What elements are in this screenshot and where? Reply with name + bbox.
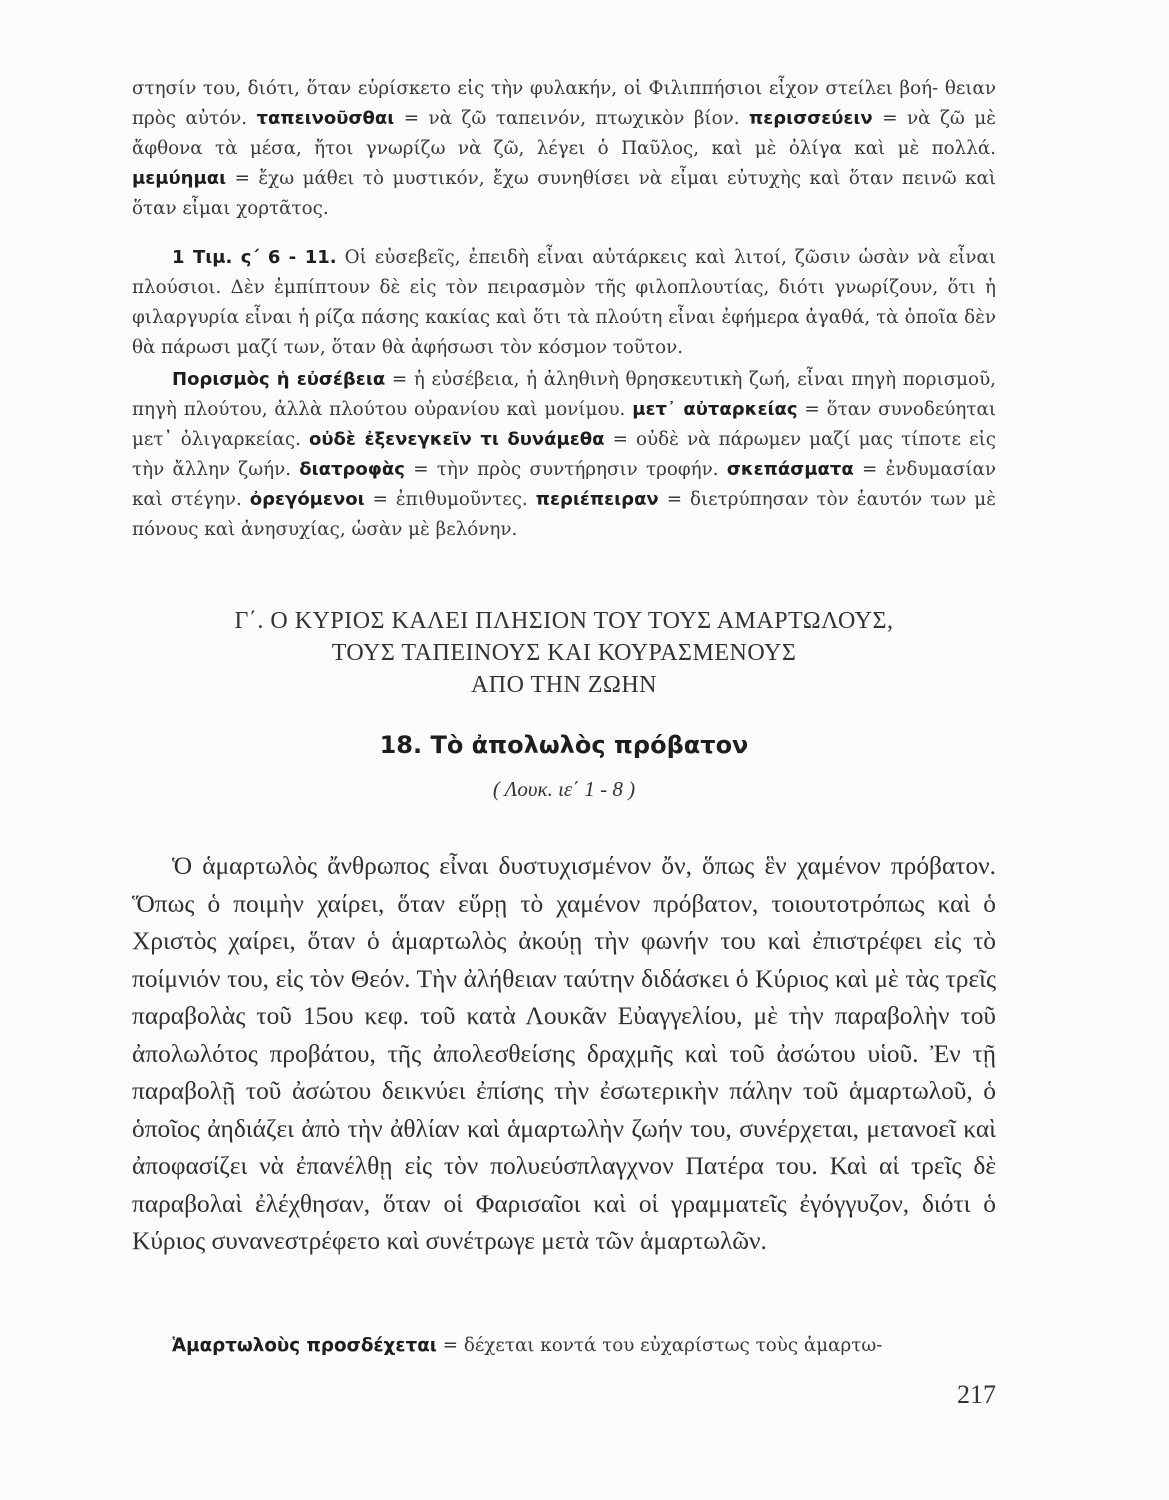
glossary-term: διατροφὰς [299,459,405,480]
glossary-definition: = ἐνδυμασίαν καὶ στέγην. [132,459,997,510]
definition: = νὰ ζῶ ταπεινόν, πτωχικὸν βίον. [403,108,740,129]
term-memyemai: μεμύημαι [132,168,227,189]
glossary-term: Πορισμὸς ἡ εὐσέβεια [172,369,386,390]
timothy-paragraph [132,243,996,363]
glossary-definition: = τὴν πρὸς συντήρησιν τροφήν. [413,459,719,480]
glossary-definition: = ἐπιθυμοῦντες. [372,489,528,510]
paragraph-text: Ὁ ἁμαρτωλὸς ἄνθρωπος εἶναι δυστυχισμένον ὄν, ὅπως ἓν χαμένον πρόβατον. Ὅπως ὁ ποιμὴν χαίρει, ὅταν εὕρῃ τὸ χαμένον πρόβατον, τοιουτοτρόπως καὶ ὁ Χριστὸς χαίρει, ὅταν ὁ ἁμαρτωλὸς ἀκούῃ τὴν φωνήν του καὶ ἐπιστρέφει εἰς τὸ ποίμνιόν του, εἰς τὸν Θεόν. Τὴν ἀλήθειαν ταύτην διδάσκει ὁ Κύριος καὶ μὲ τὰς τρεῖς παραβολὰς τοῦ 15ου κεφ. τοῦ κατὰ Λουκᾶν Εὐαγγελίου, μὲ τὴν παραβολὴν τοῦ ἀπολωλότος προβάτου, τῆς ἀπολεσθείσης δραχμῆς καὶ τοῦ ἀσώτου υἱοῦ. Ἐν τῇ παραβολῇ τοῦ ἀσώτου δεικνύει ἐπίσης τὴν ἐσωτερικὴν πάλην τοῦ ἁμαρτωλοῦ, ὁ ὁποῖος ἀηδιάζει ἀπὸ τὴν ἀθλίαν καὶ ἁμαρτωλὴν ζωήν του, συνέρχεται, μετανοεῖ καὶ ἀποφασίζει νὰ ἐπανέλθῃ εἰς τὸν πολυεύσπλαγχνον Πατέρα του. Καὶ αἱ τρεῖς δὲ παραβολαὶ ἐλέχθησαν, ὅταν οἱ Φαρισαῖοι καὶ οἱ γραμματεῖς ἐγόγγυζον, διότι ὁ Κύριος συνανεστρέφετο καὶ συνέτρωγε μετὰ τῶν ἁμαρτωλῶν. [132,852,996,1255]
glossary-definition: = οὐδὲ νὰ πάρωμεν μαζί μας τίποτε εἰς τὴν ἄλλην ζωήν. [132,429,996,480]
definition: = ἔχω μάθει τὸ μυστικόν, ἔχω συνηθίσει νὰ εἶμαι εὐτυχὴς καὶ ὅταν πεινῶ καὶ ὅταν εἶμαι χορτᾶτος. [132,168,996,219]
paragraph-text: Οἱ εὐσεβεῖς, ἐπειδὴ εἶναι αὐτάρκεις καὶ λιτοί, ζῶσιν ὡσὰν νὰ εἶναι πλούσιοι. Δὲν ἐμπίπτουν δὲ εἰς τὸν πειρασμὸν τῆς φιλοπλουτίας, διότι γνωρίζουν, ὅτι ἡ φιλαργυρία εἶναι ἡ ρίζα πάσης κακίας καὶ ὅτι τὰ πλούτη εἶναι ἐφήμερα ἀγαθά, τὰ ὁποῖα δὲν θὰ πάρωσι μαζί των, ὅταν θὰ ἀφήσωσι τὸν κόσμον τοῦτον. [132,247,997,358]
glossary-definition: = δέχεται κοντά του εὐχαρίστως τοὺς ἁμαρτω- [442,1335,883,1356]
scripture-reference: 1 Τιμ. ς΄ 6 - 11. [172,247,337,268]
term-perisseuein: περισσεύειν [749,108,873,129]
glossary-definition: = ἡ εὐσέβεια, ἡ ἀληθινὴ θρησκευτικὴ ζωή, εἶναι πηγὴ πορισμοῦ, πηγὴ πλούτου, ἀλλὰ πλούτου οὐρανίου καὶ μονίμου. [132,369,996,420]
section-heading-line-2: ΤΟΥΣ ΤΑΠΕΙΝΟΥΣ ΚΑΙ ΚΟΥΡΑΣΜΕΝΟΥΣ [331,640,797,666]
section-heading-line-1: Γ΄. Ο ΚΥΡΙΟΣ ΚΑΛΕΙ ΠΛΗΣΙΟΝ ΤΟΥ ΤΟΥΣ ΑΜΑΡΤΩΛΟΥΣ, [234,608,894,634]
definition: = νὰ ζῶ μὲ ἄφθονα τὰ μέσα, ἤτοι γνωρίζω νὰ ζῶ, λέγει ὁ Παῦλος, καὶ μὲ ὀλίγα καὶ μὲ πολλά. [132,108,997,159]
chapter-reference: ( Λουκ. ιε΄ 1 - 8 ) [492,777,636,801]
page-number: 217 [957,1380,996,1409]
glossary-paragraph [132,365,996,545]
glossary-term: περιέπειραν [535,489,659,510]
last-line [132,1332,996,1360]
glossary-term: σκεπάσματα [726,459,854,480]
glossary-term: οὐδὲ ἐξενεγκεῖν τι δυνάμεθα [309,429,605,450]
glossary-definition: = ὅταν συνοδεύηται μετ᾿ ὀλιγαρκείας. [132,399,997,450]
chapter-title: 18. Τὸ ἀπολωλὸς πρόβατον [379,731,749,759]
main-paragraph [132,848,996,1261]
glossary-term: μετ᾿ αὐταρκείας [632,399,798,420]
text-line: στησίν του, διότι, ὅταν εὑρίσκετο εἰς τὴν φυλακήν, οἱ Φιλιππήσιοι εἶχον στείλει βοή- [132,78,939,99]
glossary-term: Ἁμαρτωλοὺς προσδέχεται [172,1335,437,1356]
glossary-definition: = διετρύπησαν τὸν ἑαυτόν των μὲ πόνους καὶ ἀνησυχίας, ὡσὰν μὲ βελόνην. [132,489,996,540]
top-paragraph [132,74,996,224]
glossary-term: ὀρεγόμενοι [249,489,365,510]
text-line: θειαν πρὸς αὐτόν. [132,78,996,129]
section-heading-line-3: ΑΠΟ ΤΗΝ ΖΩΗΝ [470,672,658,698]
term-tapeinousthai: ταπεινοῦσθαι [256,108,395,129]
